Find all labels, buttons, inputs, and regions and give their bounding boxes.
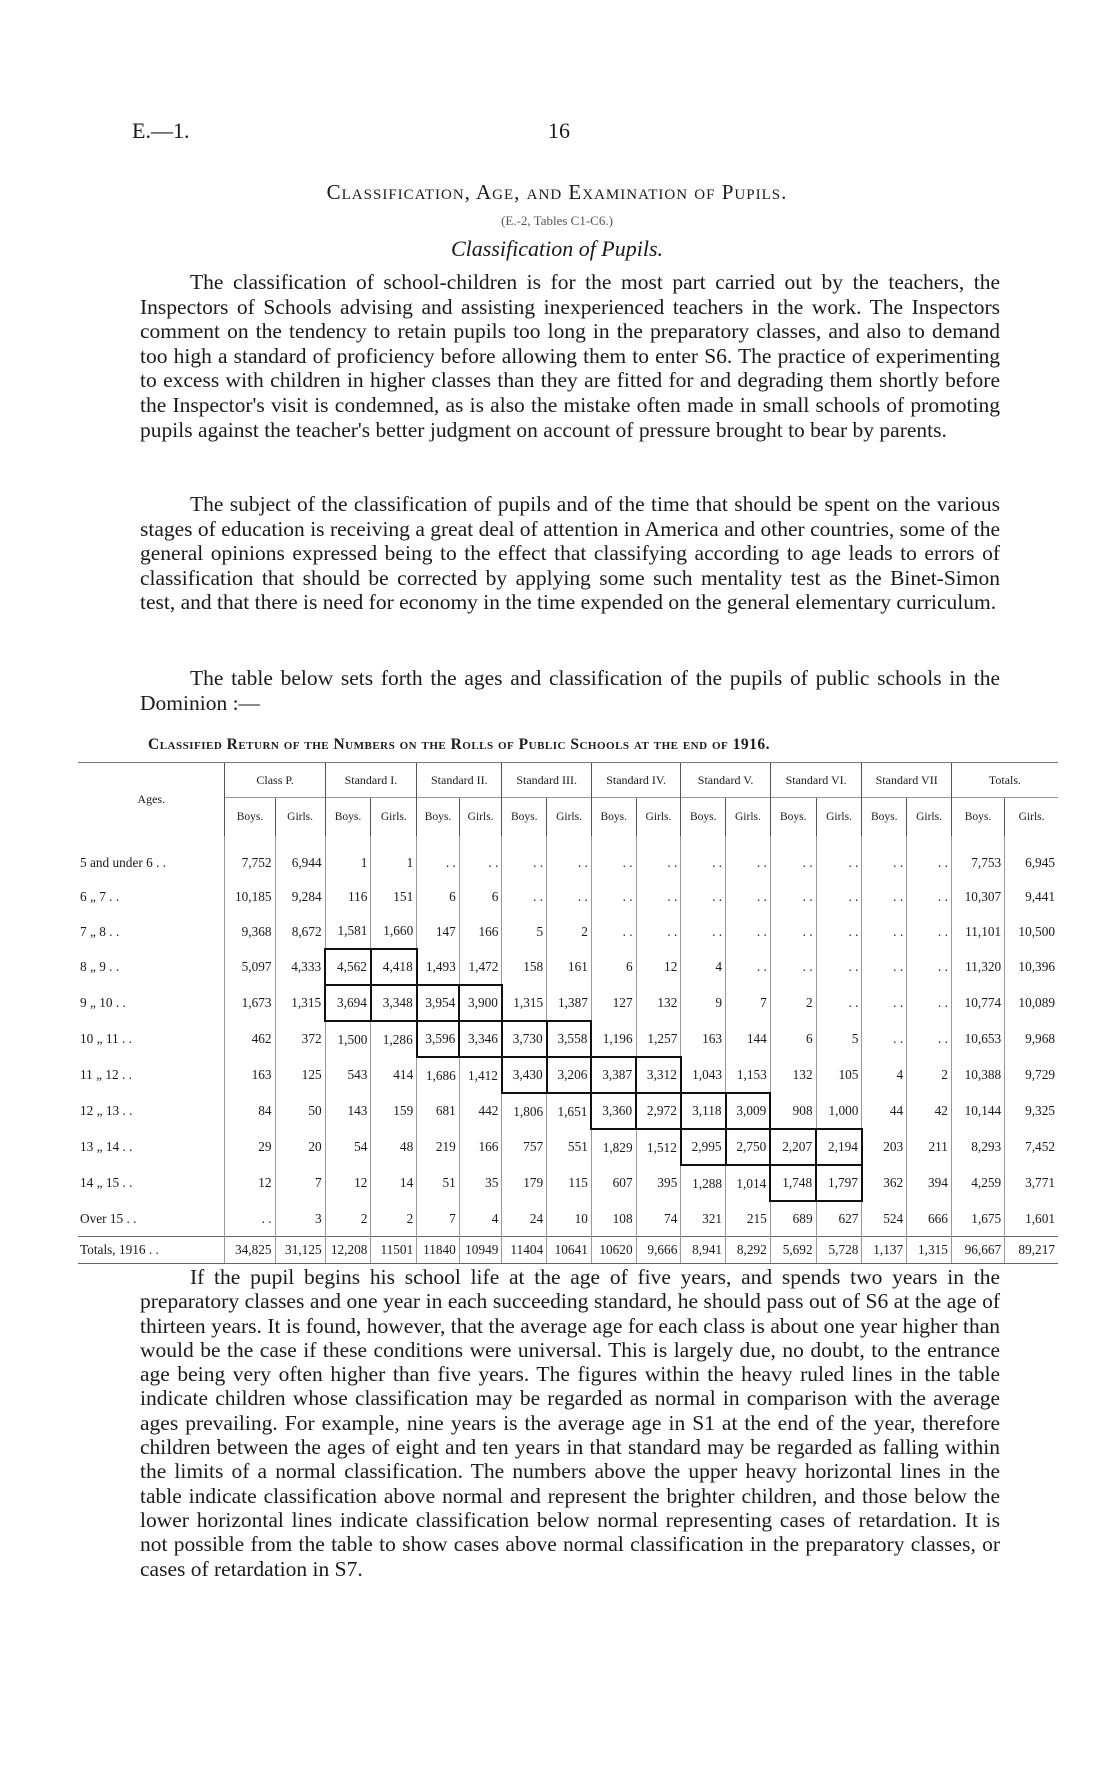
- table-cell: 666: [907, 1201, 952, 1237]
- table-cell: 127: [591, 985, 636, 1021]
- table-cell: 3,558: [547, 1021, 592, 1057]
- paragraph-text: If the pupil begins his school life at the age of five years, and spends two years in the preparatory classes and one year in each succeeding standard, he should pass out of S6 at the age of thirteen years. It is found, however, that the average age for each class is about one year higher than would be the case if these conditions were universal. This is largely due, no doubt, to the entrance age being very often higher than five years. The figures within the heavy ruled lines in the table indicate children whose classification may be regarded as normal in comparison with the average ages prevailing. For example, nine years is the average age in S1 at the end of the year, therefore children between the ages of eight and ten years in that standard may be regarded as falling within the limits of a normal classification. The numbers above the upper heavy horizontal lines in the table indicate classification above normal and represent the brighter children, and those below the lower horizontal lines indicate classification below normal representing cases of retardation. It is not possible from the table to show cases above normal classification in the preparatory classes, or cases of retardation in S7.: [140, 1265, 1000, 1581]
- age-label: 6 „ 7 . .: [80, 889, 120, 904]
- table-cell: 35: [459, 1165, 502, 1201]
- table-cell: 2: [325, 1201, 371, 1237]
- totals-cell: 5,728: [816, 1237, 862, 1264]
- totals-cell: 1,315: [907, 1237, 952, 1264]
- table-cell: 9,968: [1005, 1021, 1058, 1057]
- table-cell: 51: [417, 1165, 460, 1201]
- table-cell: 4: [459, 1201, 502, 1237]
- paragraph: [140, 666, 1000, 715]
- table-cell: 10,396: [1005, 949, 1058, 985]
- table-cell: . .: [816, 985, 862, 1021]
- table-cell: 462: [225, 1021, 275, 1057]
- table-cell: 1,257: [636, 1021, 681, 1057]
- table-cell: 4: [862, 1057, 907, 1093]
- table-cell: . .: [417, 836, 460, 880]
- totals-cell: 10949: [459, 1237, 502, 1264]
- table-cell: 132: [636, 985, 681, 1021]
- table-cell: . .: [862, 985, 907, 1021]
- table-cell: . .: [907, 985, 952, 1021]
- table-cell: 3,387: [591, 1057, 636, 1093]
- table-row: [78, 836, 1058, 880]
- girls-header: Girls.: [816, 798, 862, 837]
- column-group-header: Standard VII: [862, 763, 951, 798]
- column-group-header: Standard II.: [417, 763, 502, 798]
- table-cell: 1,196: [591, 1021, 636, 1057]
- age-label: 7 „ 8 . .: [80, 923, 120, 939]
- table-cell: 4,418: [371, 949, 417, 985]
- table-cell: 158: [502, 949, 547, 985]
- table-cell: 1,014: [726, 1165, 771, 1201]
- table-cell: 1,288: [681, 1165, 726, 1201]
- table-cell: . .: [726, 949, 771, 985]
- table-title: Classified Return of the Numbers on the Rolls of Public Schools at the end of 1916.: [148, 736, 770, 753]
- totals-cell: 8,941: [681, 1237, 726, 1264]
- table-cell: 7,753: [951, 836, 1004, 880]
- table-cell: 10,388: [951, 1057, 1004, 1093]
- table-cell: 215: [726, 1201, 771, 1237]
- table-cell: 2,972: [636, 1093, 681, 1129]
- table-cell: 394: [907, 1165, 952, 1201]
- boys-header: Boys.: [681, 798, 726, 837]
- section-reference: (E.-2, Tables C1-C6.): [501, 213, 613, 228]
- table-cell: 2: [907, 1057, 952, 1093]
- boys-header: Boys.: [951, 798, 1004, 837]
- table-cell: . .: [862, 836, 907, 880]
- table-cell: 4: [681, 949, 726, 985]
- table-cell: . .: [816, 836, 862, 880]
- table-cell: 5: [502, 914, 547, 949]
- girls-header: Girls.: [459, 798, 502, 837]
- table-cell: 132: [770, 1057, 816, 1093]
- table-cell: 2: [371, 1201, 417, 1237]
- totals-label: Totals, 1916 . .: [78, 1237, 225, 1264]
- table-cell: 3,118: [681, 1093, 726, 1129]
- table-cell: 627: [816, 1201, 862, 1237]
- paragraph-text: The classification of school-children is for the most part carried out by the teachers, the Inspectors of Schools advising and assisting inexperienced teachers in the work. The Inspectors comment on the tendency to retain pupils too long in the preparatory classes, and also to demand too high a standard of proficiency before allowing them to enter S6. The practice of experimenting to excess with children in higher classes than they are fitted for and degrading them shortly before the Inspector's visit is condemned, as is also the mistake often made in small schools of promoting pupils against the teacher's better judgment on account of pressure brought to bear by parents.: [140, 270, 1000, 442]
- table-row: [78, 914, 1058, 949]
- table-cell: . .: [636, 914, 681, 949]
- totals-cell: 31,125: [275, 1237, 325, 1264]
- table-cell: 1,000: [816, 1093, 862, 1129]
- totals-cell: 11501: [371, 1237, 417, 1264]
- paragraph-text: The table below sets forth the ages and classification of the pupils of public schools in the Dominion :—: [140, 666, 1000, 715]
- girls-header: Girls.: [547, 798, 592, 837]
- table-cell: 1,153: [726, 1057, 771, 1093]
- table-cell: 1,806: [502, 1093, 547, 1129]
- table-cell: 161: [547, 949, 592, 985]
- table-cell: 8,293: [951, 1129, 1004, 1165]
- table-cell: . .: [681, 914, 726, 949]
- table-cell: . .: [726, 914, 771, 949]
- table-cell: . .: [907, 836, 952, 880]
- girls-header: Girls.: [726, 798, 771, 837]
- table-cell: 3,348: [371, 985, 417, 1021]
- table-cell: 689: [770, 1201, 816, 1237]
- table-cell: 143: [325, 1093, 371, 1129]
- boys-header: Boys.: [862, 798, 907, 837]
- table-cell: 147: [417, 914, 460, 949]
- table-cell: 9,441: [1005, 880, 1058, 914]
- column-group-header: Standard III.: [502, 763, 591, 798]
- table-row: [78, 1093, 1058, 1129]
- table-cell: 11,101: [951, 914, 1004, 949]
- age-label: 8 „ 9 . .: [80, 959, 120, 974]
- table-cell: 2,194: [816, 1129, 862, 1165]
- table-cell: . .: [862, 949, 907, 985]
- table-cell: 10,144: [951, 1093, 1004, 1129]
- table-cell: . .: [225, 1201, 275, 1237]
- table-cell: 1,673: [225, 985, 275, 1021]
- table-cell: 3,360: [591, 1093, 636, 1129]
- table-cell: 551: [547, 1129, 592, 1165]
- table-cell: 10,185: [225, 880, 275, 914]
- totals-cell: 89,217: [1005, 1237, 1058, 1264]
- table-cell: . .: [681, 880, 726, 914]
- table-cell: 203: [862, 1129, 907, 1165]
- table-cell: 3,954: [417, 985, 460, 1021]
- table-row: [78, 1201, 1058, 1237]
- boys-header: Boys.: [502, 798, 547, 837]
- table-cell: 442: [459, 1093, 502, 1129]
- table-cell: 908: [770, 1093, 816, 1129]
- table-cell: 3,771: [1005, 1165, 1058, 1201]
- table-cell: 1,601: [1005, 1201, 1058, 1237]
- table-cell: 2,207: [770, 1129, 816, 1165]
- table-cell: 3,312: [636, 1057, 681, 1093]
- table-cell: 166: [459, 1129, 502, 1165]
- table-cell: 6: [770, 1021, 816, 1057]
- table-cell: . .: [907, 1021, 952, 1057]
- table-cell: 3,596: [417, 1021, 460, 1057]
- girls-header: Girls.: [636, 798, 681, 837]
- table-cell: . .: [770, 880, 816, 914]
- table-cell: 524: [862, 1201, 907, 1237]
- table-cell: 1: [371, 836, 417, 880]
- totals-cell: 8,292: [726, 1237, 771, 1264]
- table-cell: 2,750: [726, 1129, 771, 1165]
- table-cell: . .: [547, 880, 592, 914]
- table-cell: 7: [417, 1201, 460, 1237]
- table-cell: 10,774: [951, 985, 1004, 1021]
- table-cell: 3,206: [547, 1057, 592, 1093]
- table-cell: . .: [726, 836, 771, 880]
- table-cell: 4,562: [325, 949, 371, 985]
- column-group-header: Standard I.: [325, 763, 417, 798]
- table-row: [78, 880, 1058, 914]
- paragraph: [140, 270, 1000, 442]
- paragraph: [140, 492, 1000, 615]
- table-cell: 1,651: [547, 1093, 592, 1129]
- table-cell: 2,995: [681, 1129, 726, 1165]
- table-cell: 105: [816, 1057, 862, 1093]
- boys-header: Boys.: [325, 798, 371, 837]
- table-cell: 4,259: [951, 1165, 1004, 1201]
- table-cell: 8,672: [275, 914, 325, 949]
- table-container: [78, 762, 1058, 1264]
- table-cell: . .: [502, 836, 547, 880]
- table-cell: 10,500: [1005, 914, 1058, 949]
- paragraph: [140, 1265, 1000, 1581]
- table-cell: 3,694: [325, 985, 371, 1021]
- table-cell: . .: [591, 914, 636, 949]
- table-cell: . .: [770, 949, 816, 985]
- table-cell: 116: [325, 880, 371, 914]
- table-cell: 362: [862, 1165, 907, 1201]
- boys-header: Boys.: [417, 798, 460, 837]
- table-cell: 1,581: [325, 914, 371, 949]
- age-label: 12 „ 13 . .: [80, 1103, 133, 1118]
- table-row: [78, 949, 1058, 985]
- table-cell: 7,452: [1005, 1129, 1058, 1165]
- table-cell: 163: [225, 1057, 275, 1093]
- table-cell: . .: [816, 914, 862, 949]
- table-cell: 179: [502, 1165, 547, 1201]
- table-cell: 42: [907, 1093, 952, 1129]
- table-cell: 1,829: [591, 1129, 636, 1165]
- table-row: [78, 1021, 1058, 1057]
- table-cell: 163: [681, 1021, 726, 1057]
- boys-header: Boys.: [591, 798, 636, 837]
- table-cell: 1,748: [770, 1165, 816, 1201]
- table-cell: 54: [325, 1129, 371, 1165]
- table-cell: 5: [816, 1021, 862, 1057]
- table-cell: 7: [726, 985, 771, 1021]
- table-cell: 74: [636, 1201, 681, 1237]
- girls-header: Girls.: [371, 798, 417, 837]
- age-label: 5 and under 6 . .: [80, 855, 167, 870]
- table-cell: . .: [591, 836, 636, 880]
- table-cell: 1,387: [547, 985, 592, 1021]
- table-cell: 607: [591, 1165, 636, 1201]
- table-cell: 1,686: [417, 1057, 460, 1093]
- table-cell: 10,089: [1005, 985, 1058, 1021]
- table-cell: . .: [816, 949, 862, 985]
- column-group-header: Totals.: [951, 763, 1058, 798]
- age-label: 14 „ 15 . .: [80, 1175, 133, 1190]
- totals-cell: 12,208: [325, 1237, 371, 1264]
- age-label: 13 „ 14 . .: [80, 1139, 133, 1154]
- girls-header: Girls.: [907, 798, 952, 837]
- totals-row: [78, 1237, 1058, 1264]
- table-cell: . .: [591, 880, 636, 914]
- table-cell: 3,730: [502, 1021, 547, 1057]
- table-cell: 395: [636, 1165, 681, 1201]
- table-cell: . .: [681, 836, 726, 880]
- table-cell: 12: [325, 1165, 371, 1201]
- table-cell: 1,500: [325, 1021, 371, 1057]
- table-cell: 10,653: [951, 1021, 1004, 1057]
- age-label: 9 „ 10 . .: [80, 995, 126, 1010]
- table-cell: 681: [417, 1093, 460, 1129]
- table-cell: 372: [275, 1021, 325, 1057]
- table-cell: 24: [502, 1201, 547, 1237]
- totals-cell: 5,692: [770, 1237, 816, 1264]
- table-cell: 1: [325, 836, 371, 880]
- table-cell: 9,368: [225, 914, 275, 949]
- table-cell: . .: [770, 836, 816, 880]
- table-cell: . .: [726, 880, 771, 914]
- table-cell: 1,315: [275, 985, 325, 1021]
- boys-header: Boys.: [225, 798, 275, 837]
- totals-cell: 10641: [547, 1237, 592, 1264]
- table-cell: 3,430: [502, 1057, 547, 1093]
- table-row: [78, 1129, 1058, 1165]
- table-cell: 9,729: [1005, 1057, 1058, 1093]
- table-cell: 7: [275, 1165, 325, 1201]
- totals-cell: 9,666: [636, 1237, 681, 1264]
- table-cell: 108: [591, 1201, 636, 1237]
- table-cell: . .: [862, 880, 907, 914]
- table-cell: 414: [371, 1057, 417, 1093]
- table-cell: 3: [275, 1201, 325, 1237]
- table-cell: 1,472: [459, 949, 502, 985]
- table-cell: 6,944: [275, 836, 325, 880]
- table-cell: 2: [770, 985, 816, 1021]
- table-cell: 9,325: [1005, 1093, 1058, 1129]
- table-cell: 1,660: [371, 914, 417, 949]
- totals-cell: 11840: [417, 1237, 460, 1264]
- girls-header: Girls.: [275, 798, 325, 837]
- document-code: E.—1.: [132, 118, 190, 143]
- classification-table: [78, 762, 1058, 1264]
- age-label: 10 „ 11 . .: [80, 1031, 132, 1046]
- table-cell: 6: [417, 880, 460, 914]
- table-cell: 166: [459, 914, 502, 949]
- table-cell: 11,320: [951, 949, 1004, 985]
- table-cell: 3,900: [459, 985, 502, 1021]
- table-cell: 5,097: [225, 949, 275, 985]
- table-cell: . .: [907, 949, 952, 985]
- page-number: 16: [548, 118, 570, 143]
- table-cell: 1,286: [371, 1021, 417, 1057]
- table-cell: 4,333: [275, 949, 325, 985]
- table-row: [78, 1057, 1058, 1093]
- table-cell: 1,493: [417, 949, 460, 985]
- table-cell: 14: [371, 1165, 417, 1201]
- table-cell: . .: [770, 914, 816, 949]
- table-cell: 115: [547, 1165, 592, 1201]
- table-cell: 44: [862, 1093, 907, 1129]
- paragraph-text: The subject of the classification of pupils and of the time that should be spent on the various stages of education is receiving a great deal of attention in America and other countries, some of the general opinions expressed being to the effect that classifying according to age leads to errors of classification that should be corrected by applying some such mentality test as the Binet-Simon test, and that there is need for economy in the time expended on the general elementary curriculum.: [140, 492, 1000, 615]
- totals-cell: 34,825: [225, 1237, 275, 1264]
- table-cell: 3,009: [726, 1093, 771, 1129]
- table-cell: 6: [459, 880, 502, 914]
- table-cell: . .: [816, 880, 862, 914]
- section-title: Classification, Age, and Examination of Pupils.: [326, 180, 788, 204]
- totals-cell: 10620: [591, 1237, 636, 1264]
- table-cell: 12: [636, 949, 681, 985]
- table-cell: 9: [681, 985, 726, 1021]
- table-cell: 211: [907, 1129, 952, 1165]
- ages-header: Ages.: [78, 763, 225, 837]
- table-cell: 6,945: [1005, 836, 1058, 880]
- subsection-title: Classification of Pupils.: [450, 236, 664, 261]
- table-cell: 29: [225, 1129, 275, 1165]
- table-cell: 6: [591, 949, 636, 985]
- table-cell: 757: [502, 1129, 547, 1165]
- table-cell: 125: [275, 1057, 325, 1093]
- table-cell: 144: [726, 1021, 771, 1057]
- table-cell: 1,512: [636, 1129, 681, 1165]
- table-cell: 7,752: [225, 836, 275, 880]
- table-row: [78, 1165, 1058, 1201]
- table-cell: 50: [275, 1093, 325, 1129]
- table-cell: 10: [547, 1201, 592, 1237]
- table-cell: . .: [636, 836, 681, 880]
- girls-header: Girls.: [1005, 798, 1058, 837]
- table-cell: 48: [371, 1129, 417, 1165]
- table-cell: . .: [907, 880, 952, 914]
- column-group-header: Standard V.: [681, 763, 770, 798]
- table-cell: 321: [681, 1201, 726, 1237]
- table-cell: 84: [225, 1093, 275, 1129]
- table-cell: 1,315: [502, 985, 547, 1021]
- table-cell: . .: [547, 836, 592, 880]
- table-cell: 151: [371, 880, 417, 914]
- column-group-header: Standard VI.: [770, 763, 862, 798]
- table-cell: 12: [225, 1165, 275, 1201]
- table-cell: . .: [502, 880, 547, 914]
- table-cell: . .: [907, 914, 952, 949]
- table-cell: 219: [417, 1129, 460, 1165]
- table-cell: 159: [371, 1093, 417, 1129]
- table-cell: . .: [862, 1021, 907, 1057]
- table-cell: 10,307: [951, 880, 1004, 914]
- table-cell: 2: [547, 914, 592, 949]
- table-cell: 9,284: [275, 880, 325, 914]
- column-group-header: Class P.: [225, 763, 325, 798]
- table-cell: 1,412: [459, 1057, 502, 1093]
- table-cell: 20: [275, 1129, 325, 1165]
- boys-header: Boys.: [770, 798, 816, 837]
- table-cell: . .: [862, 914, 907, 949]
- column-group-header: Standard IV.: [591, 763, 680, 798]
- age-label: 11 „ 12 . .: [80, 1067, 132, 1082]
- totals-cell: 1,137: [862, 1237, 907, 1264]
- totals-cell: 11404: [502, 1237, 547, 1264]
- table-cell: 3,346: [459, 1021, 502, 1057]
- totals-cell: 96,667: [951, 1237, 1004, 1264]
- table-cell: 1,043: [681, 1057, 726, 1093]
- table-cell: 1,797: [816, 1165, 862, 1201]
- table-cell: . .: [459, 836, 502, 880]
- table-cell: 543: [325, 1057, 371, 1093]
- table-cell: . .: [636, 880, 681, 914]
- table-cell: 1,675: [951, 1201, 1004, 1237]
- table-row: [78, 985, 1058, 1021]
- age-label: Over 15 . .: [80, 1210, 137, 1226]
